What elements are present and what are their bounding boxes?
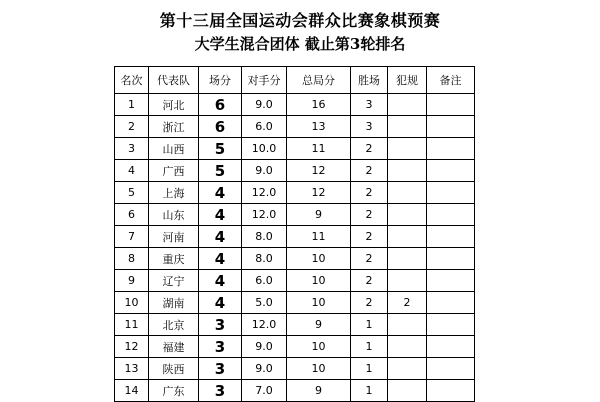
cell-fouls	[388, 358, 427, 380]
cell-wins: 2	[351, 226, 388, 248]
cell-team: 辽宁	[149, 270, 199, 292]
cell-match-points: 4	[199, 204, 242, 226]
cell-rank: 14	[115, 380, 149, 402]
cell-team: 河北	[149, 94, 199, 116]
cell-match-points: 4	[199, 270, 242, 292]
header-rank: 名次	[115, 67, 149, 94]
cell-team: 河南	[149, 226, 199, 248]
table-row	[115, 314, 475, 336]
cell-fouls	[388, 116, 427, 138]
cell-notes	[427, 336, 475, 358]
cell-game-points: 9	[287, 204, 351, 226]
cell-notes	[427, 380, 475, 402]
cell-match-points: 3	[199, 358, 242, 380]
standings-table	[114, 66, 475, 402]
cell-wins: 2	[351, 270, 388, 292]
cell-opponent-points: 9.0	[242, 336, 287, 358]
cell-rank: 9	[115, 270, 149, 292]
table-row	[115, 248, 475, 270]
table-row	[115, 226, 475, 248]
table-row	[115, 204, 475, 226]
cell-team: 陕西	[149, 358, 199, 380]
cell-fouls	[388, 226, 427, 248]
cell-wins: 2	[351, 182, 388, 204]
table-row	[115, 292, 475, 314]
cell-opponent-points: 6.0	[242, 116, 287, 138]
cell-team: 湖南	[149, 292, 199, 314]
table-body	[115, 94, 475, 402]
cell-team: 上海	[149, 182, 199, 204]
cell-match-points: 5	[199, 138, 242, 160]
table-header-row	[115, 67, 475, 94]
cell-opponent-points: 6.0	[242, 270, 287, 292]
cell-fouls	[388, 182, 427, 204]
cell-wins: 3	[351, 94, 388, 116]
cell-opponent-points: 8.0	[242, 226, 287, 248]
cell-opponent-points: 12.0	[242, 204, 287, 226]
cell-fouls	[388, 204, 427, 226]
cell-opponent-points: 8.0	[242, 248, 287, 270]
cell-match-points: 4	[199, 226, 242, 248]
cell-game-points: 10	[287, 336, 351, 358]
cell-fouls	[388, 314, 427, 336]
cell-rank: 1	[115, 94, 149, 116]
cell-match-points: 4	[199, 292, 242, 314]
cell-notes	[427, 226, 475, 248]
cell-wins: 2	[351, 248, 388, 270]
cell-rank: 12	[115, 336, 149, 358]
cell-match-points: 6	[199, 94, 242, 116]
cell-wins: 1	[351, 336, 388, 358]
table-row	[115, 182, 475, 204]
cell-game-points: 11	[287, 138, 351, 160]
cell-game-points: 13	[287, 116, 351, 138]
cell-fouls	[388, 248, 427, 270]
header-team: 代表队	[149, 67, 199, 94]
cell-match-points: 6	[199, 116, 242, 138]
cell-team: 浙江	[149, 116, 199, 138]
cell-opponent-points: 9.0	[242, 94, 287, 116]
cell-wins: 2	[351, 292, 388, 314]
cell-rank: 13	[115, 358, 149, 380]
cell-notes	[427, 314, 475, 336]
cell-rank: 7	[115, 226, 149, 248]
cell-match-points: 3	[199, 336, 242, 358]
cell-fouls	[388, 94, 427, 116]
cell-opponent-points: 10.0	[242, 138, 287, 160]
cell-fouls	[388, 270, 427, 292]
cell-rank: 10	[115, 292, 149, 314]
table-row	[115, 138, 475, 160]
cell-team: 广西	[149, 160, 199, 182]
cell-game-points: 16	[287, 94, 351, 116]
cell-team: 福建	[149, 336, 199, 358]
table-row	[115, 358, 475, 380]
cell-notes	[427, 292, 475, 314]
cell-rank: 8	[115, 248, 149, 270]
cell-fouls	[388, 380, 427, 402]
cell-game-points: 10	[287, 248, 351, 270]
header-game-points: 总局分	[287, 67, 351, 94]
header-fouls: 犯规	[388, 67, 427, 94]
cell-game-points: 12	[287, 160, 351, 182]
cell-rank: 3	[115, 138, 149, 160]
cell-wins: 2	[351, 138, 388, 160]
cell-team: 重庆	[149, 248, 199, 270]
document-title: 第十三届全国运动会群众比赛象棋预赛	[159, 11, 441, 30]
header-notes: 备注	[427, 67, 475, 94]
cell-notes	[427, 116, 475, 138]
cell-team: 山西	[149, 138, 199, 160]
cell-fouls	[388, 138, 427, 160]
cell-notes	[427, 270, 475, 292]
cell-rank: 4	[115, 160, 149, 182]
cell-game-points: 12	[287, 182, 351, 204]
table-row	[115, 116, 475, 138]
cell-game-points: 10	[287, 292, 351, 314]
cell-game-points: 10	[287, 270, 351, 292]
table-row	[115, 94, 475, 116]
cell-notes	[427, 204, 475, 226]
cell-opponent-points: 9.0	[242, 160, 287, 182]
table-row	[115, 160, 475, 182]
table-row	[115, 336, 475, 358]
cell-match-points: 4	[199, 182, 242, 204]
cell-opponent-points: 5.0	[242, 292, 287, 314]
cell-opponent-points: 9.0	[242, 358, 287, 380]
cell-notes	[427, 160, 475, 182]
cell-match-points: 5	[199, 160, 242, 182]
header-wins: 胜场	[351, 67, 388, 94]
cell-rank: 11	[115, 314, 149, 336]
cell-team: 广东	[149, 380, 199, 402]
cell-opponent-points: 12.0	[242, 314, 287, 336]
cell-notes	[427, 358, 475, 380]
cell-match-points: 3	[199, 314, 242, 336]
cell-team: 山东	[149, 204, 199, 226]
cell-game-points: 9	[287, 380, 351, 402]
cell-wins: 1	[351, 314, 388, 336]
cell-match-points: 3	[199, 380, 242, 402]
table-row	[115, 380, 475, 402]
cell-opponent-points: 12.0	[242, 182, 287, 204]
document-subtitle: 大学生混合团体 截止第3轮排名	[194, 35, 406, 53]
cell-wins: 2	[351, 160, 388, 182]
cell-opponent-points: 7.0	[242, 380, 287, 402]
cell-game-points: 10	[287, 358, 351, 380]
cell-fouls	[388, 160, 427, 182]
cell-fouls: 2	[388, 292, 427, 314]
cell-notes	[427, 94, 475, 116]
cell-wins: 3	[351, 116, 388, 138]
header-opponent-points: 对手分	[242, 67, 287, 94]
cell-fouls	[388, 336, 427, 358]
cell-wins: 1	[351, 380, 388, 402]
cell-wins: 2	[351, 204, 388, 226]
cell-team: 北京	[149, 314, 199, 336]
cell-rank: 2	[115, 116, 149, 138]
cell-notes	[427, 182, 475, 204]
cell-notes	[427, 248, 475, 270]
header-match-points: 场分	[199, 67, 242, 94]
cell-notes	[427, 138, 475, 160]
cell-game-points: 11	[287, 226, 351, 248]
cell-rank: 6	[115, 204, 149, 226]
table-row	[115, 270, 475, 292]
cell-match-points: 4	[199, 248, 242, 270]
cell-wins: 1	[351, 358, 388, 380]
cell-game-points: 9	[287, 314, 351, 336]
cell-rank: 5	[115, 182, 149, 204]
